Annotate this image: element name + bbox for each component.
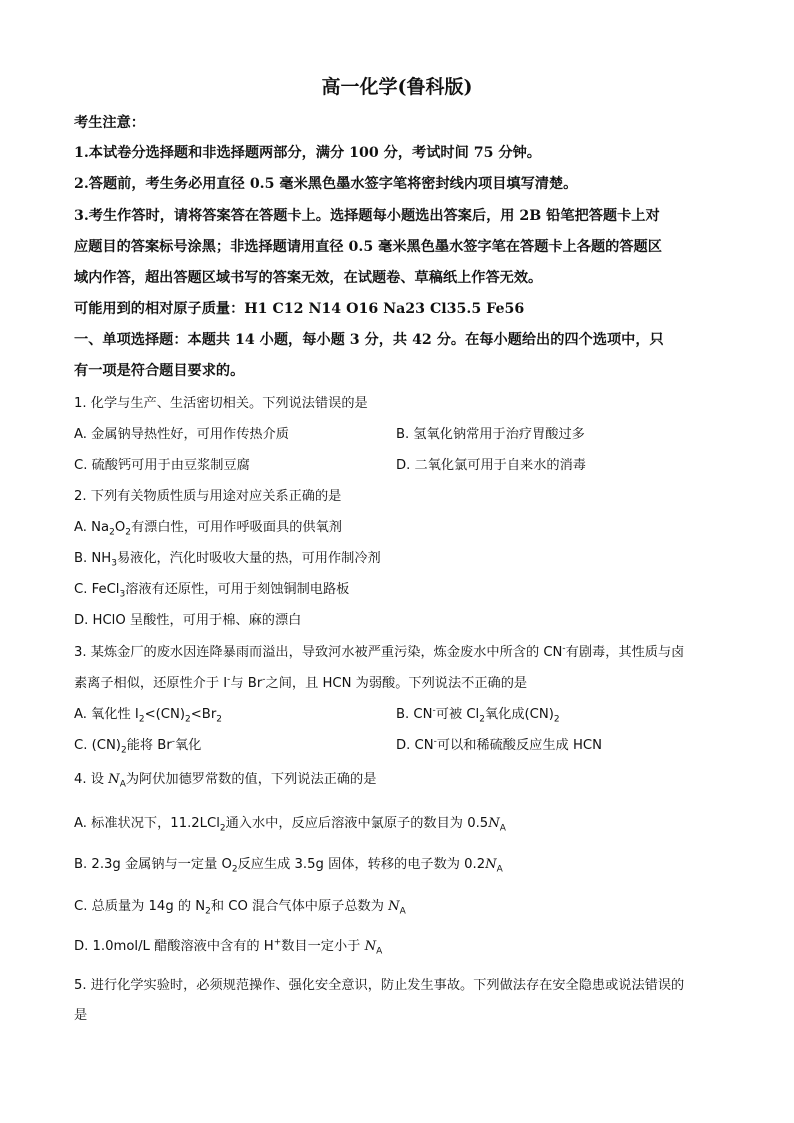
q3-option-c: C. $(CN)_2$能将 Br-氧化: [74, 736, 202, 756]
q4-stem: 4. 设 $N_A$为阿伏加德罗常数的值，下列说法正确的是: [74, 772, 377, 790]
q1-stem: 1. 化学与生产、生活密切相关。下列说法错误的是: [74, 396, 368, 411]
q3-option-a: A. 氧化性 $I_2<(CN)_2<Br_2$: [74, 707, 222, 725]
notice-item-2: 2.答题前，考生务必用直径 0.5 毫米黑色墨水签字笔将密封线内项目填写清楚。: [74, 176, 578, 192]
q2-option-c: C. FeCl$_3$溶液有还原性，可用于刻蚀铜制电路板: [74, 582, 350, 600]
q1-option-a: A. 金属钠导热性好，可用作传热介质: [74, 427, 289, 442]
notice-item-1: 1.本试卷分选择题和非选择题两部分，满分 100 分，考试时间 75 分钟。: [74, 145, 541, 161]
q2-option-a: A. $Na_2O_2$有漂白性，可用作呼吸面具的供氧剂: [74, 520, 342, 538]
section-1-heading-line-2: 有一项是符合题目要求的。: [74, 363, 245, 379]
q2-option-d: D. HClO 呈酸性，可用于棉、麻的漂白: [74, 613, 302, 628]
notice-item-3-line-3: 域内作答，超出答题区域书写的答案无效，在试题卷、草稿纸上作答无效。: [74, 270, 543, 286]
q2-stem: 2. 下列有关物质性质与用途对应关系正确的是: [74, 489, 342, 504]
q4-option-b: B. 2.3g 金属钠与一定量 $O_2$反应生成 3.5g 固体，转移的电子数为 $0.2N_A$: [74, 857, 503, 875]
q4-option-d: D. 1.0mol/L 醋酸溶液中含有的 H+数目一定小于 $N_A$: [74, 937, 383, 957]
q2-option-b: B. $NH_3$易液化，汽化时吸收大量的热，可用作制冷剂: [74, 551, 381, 569]
q1-option-c: C. 硫酸钙可用于由豆浆制豆腐: [74, 458, 250, 473]
atomic-masses: 可能用到的相对原子质量：H1 C12 N14 O16 Na23 Cl35.5 Fe56: [74, 301, 525, 317]
q5-stem-line-1: 5. 进行化学实验时，必须规范操作、强化安全意识，防止发生事故。下列做法存在安全隐患或说法错误的: [74, 978, 685, 993]
q3-option-d: D. CN-可以和稀硫酸反应生成 HCN: [396, 736, 602, 753]
q1-option-d: D. 二氧化氯可用于自来水的消毒: [396, 458, 586, 473]
notice-item-3-line-2: 应题目的答案标号涂黑；非选择题请用直径 0.5 毫米黑色墨水签字笔在答题卡上各题的答题区: [74, 239, 662, 255]
notice-item-3-line-1: 3.考生作答时，请将答案答在答题卡上。选择题每小题选出答案后，用 2B 铅笔把答题卡上对: [74, 208, 660, 224]
section-1-heading-line-1: 一、单项选择题：本题共 14 小题，每小题 3 分，共 42 分。在每小题给出的四个选项中，只: [74, 332, 664, 348]
q1-option-b: B. 氢氧化钠常用于治疗胃酸过多: [396, 427, 585, 442]
q3-stem-line-1: 3. 某炼金厂的废水因连降暴雨而溢出，导致河水被严重污染，炼金废水中所含的 CN-有剧毒，其性质与卤: [74, 643, 685, 660]
notice-heading: 考生注意：: [74, 115, 145, 131]
q3-stem-line-2: 素离子相似，还原性介于 I-与 Br-之间，且 HCN 为弱酸。下列说法不正确的是: [74, 674, 528, 691]
q4-option-c: C. 总质量为 14g 的 $N_2$和 CO 混合气体中原子总数为 $N_A$: [74, 899, 406, 917]
q3-option-b: B. CN-可被 $Cl_2$氧化成$(CN)_2$: [396, 705, 560, 725]
q4-option-a: A. 标准状况下，11.2LCl$_2$通入水中，反应后溶液中氯原子的数目为 $0.5N_A$: [74, 816, 506, 834]
page-title: 高一化学(鲁科版): [321, 76, 473, 98]
q5-stem-line-2: 是: [74, 1008, 88, 1023]
